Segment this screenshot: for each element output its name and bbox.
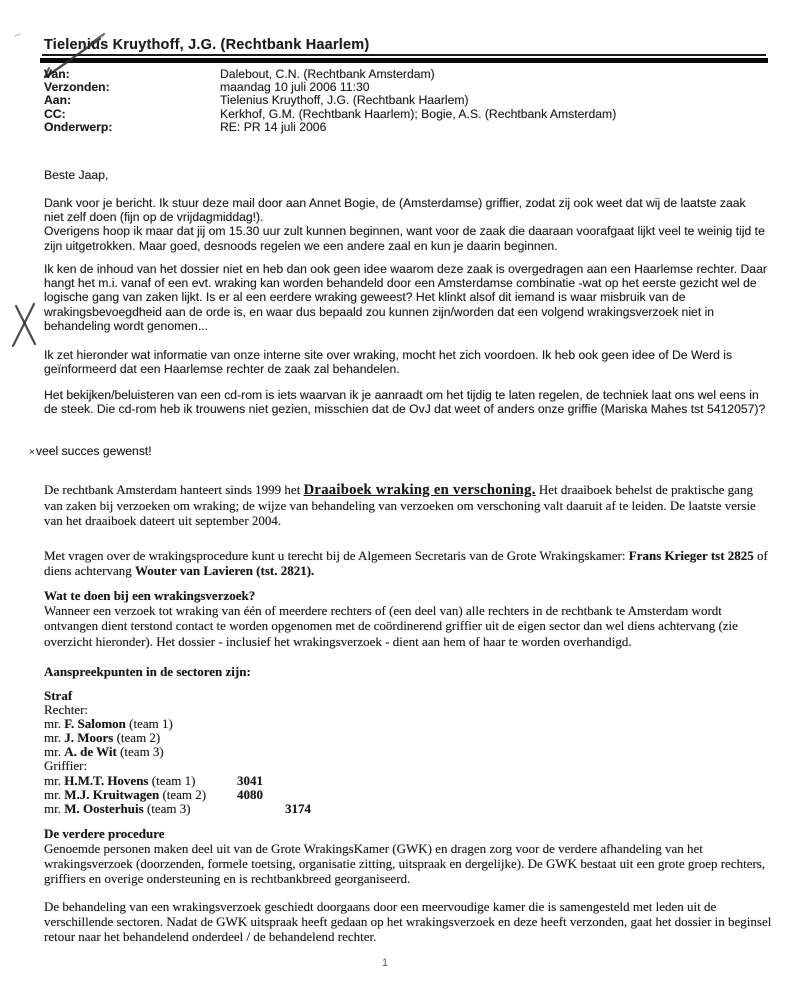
- header-field-row: [44, 94, 766, 107]
- header-field-row: [44, 121, 766, 134]
- griffiers-list: [44, 774, 772, 816]
- person-name: mr. J. Moors (team 2): [44, 730, 161, 746]
- info-text: of diens achtervang: [44, 548, 768, 579]
- sector-heading: Straf: [44, 688, 73, 703]
- person-name: mr. H.M.T. Hovens (team 1): [44, 772, 196, 788]
- griffier-row: [44, 774, 772, 788]
- section-heading: De verdere procedure: [44, 826, 165, 841]
- header-field-row: [44, 68, 766, 81]
- header-field-label: Verzonden:: [44, 80, 110, 95]
- section-body: Genoemde personen maken deel uit van de Grote WrakingsKamer (GWK) en dragen zorg voor de verdere afhandeling van het wrakingsverzoek (doorzenden, formele toetsing, organisatie zitting, uitspraak en dergelijke). De GWK bestaat uit een grote groep rechters, griffiers en overige ondersteuning en is rechtbankbreed georganiseerd.: [44, 841, 766, 886]
- email-text-block: Ik ken de inhoud van het dossier niet en heb dan ook geen idee waarom deze zaak is overgedragen aan een Haarlemse rechter. Daar hangt het m.i. vanaf of een evt. wraking kan worden behandeld door een Amsterdamse combinatie -wat op het eerste gezicht wel de logische gang van zaken lijkt. Is er al een eerdere wraking geweest? Het klinkt alsof dit iemand is waar misbruik van de wrakingsbevoegdheid aan de orde is, en waar dus bepaald zou kunnen zijn/worden dat een volgend wrakingsverzoek niet in behandeling wordt genomen...: [44, 262, 767, 333]
- info-text: Met vragen over de wrakingsprocedure kunt u terecht bij de Algemeen Secretaris van de Grote Wrakingskamer:: [44, 548, 629, 563]
- rechter-row: [44, 731, 772, 745]
- info-paragraph-draaiboek: [44, 482, 772, 529]
- email-text-block: Dank voor je bericht. Ik stuur deze mail door aan Annet Bogie, de (Amsterdamse) griffier, zodat zij ook weet dat wij de laatste zaak niet zelf doen (fijn op de vrijdagmiddag!).: [44, 196, 746, 225]
- email-greeting: Beste Jaap,: [44, 168, 109, 182]
- draaiboek-link[interactable]: Draaiboek wraking en verschoning.: [303, 482, 536, 498]
- document-title: Tielenius Kruythoff, J.G. (Rechtbank Haarlem): [44, 37, 370, 53]
- email-paragraph: [44, 262, 768, 333]
- header-field-label: CC:: [44, 106, 66, 121]
- email-paragraph: [44, 388, 768, 416]
- scan-smudge: [14, 33, 21, 37]
- page-number: 1: [382, 957, 389, 969]
- email-header-fields: [44, 68, 766, 134]
- info-paragraph-contacts: [44, 548, 772, 578]
- email-paragraph: [44, 196, 768, 253]
- pen-tick-mark: ×: [28, 446, 36, 459]
- griffier-row: [44, 802, 772, 816]
- phone-extension: 3174: [285, 800, 311, 816]
- griffier-row: [44, 788, 772, 802]
- rechters-list: [44, 717, 772, 759]
- person-name-bold: H.M.T. Hovens: [64, 772, 149, 788]
- phone-extension: 4080: [237, 786, 263, 802]
- person-name: mr. A. de Wit (team 3): [44, 744, 164, 760]
- header-field-value: Dalebout, C.N. (Rechtbank Amsterdam): [220, 67, 435, 81]
- header-field-value: Kerkhof, G.M. (Rechtbank Haarlem); Bogie, A.S. (Rechtbank Amsterdam): [220, 106, 617, 121]
- title-underline: [42, 54, 766, 56]
- email-paragraph: [44, 348, 768, 376]
- header-field-label: Onderwerp:: [44, 119, 113, 134]
- section-heading: Wat te doen bij een wrakingsverzoek?: [44, 588, 256, 603]
- wat-te-doen-section: [44, 588, 772, 649]
- handwritten-x-mark: [8, 300, 44, 350]
- info-text: De rechtbank Amsterdam hanteert sinds 1999 het: [44, 482, 304, 497]
- phone-extension: 3041: [237, 772, 263, 788]
- section-body: Wanneer een verzoek tot wraking van één of meerdere rechters of (een deel van) alle rechters in de rechtbank te Amsterdam wordt ontvangen dient terstond contact te worden opgenomen met de coördinerend griffier uit de eigen sector dan wel diens achtervang (zie overzicht hieronder). Het dossier - inclusief het wrakingsverzoek - dient aan hem of haar te worden overhandigd.: [44, 603, 738, 649]
- person-name: mr. M.J. Kruitwagen (team 2): [44, 786, 207, 802]
- header-field-row: [44, 108, 766, 121]
- header-field-value: Tielenius Kruythoff, J.G. (Rechtbank Haarlem): [220, 93, 469, 108]
- contact-name: Frans Krieger tst 2825: [628, 548, 754, 563]
- title-rule: [40, 58, 768, 63]
- email-closing-text: veel succes gewenst!: [35, 444, 152, 458]
- header-field-value: RE: PR 14 juli 2006: [220, 119, 327, 134]
- person-name-bold: M.J. Kruitwagen: [64, 786, 160, 802]
- role-label: Rechter:: [44, 702, 89, 718]
- aanspreekpunten-heading: Aanspreekpunten in de sectoren zijn:: [44, 664, 251, 679]
- rechter-row: [44, 745, 772, 759]
- procedure-section: [44, 826, 772, 886]
- header-field-label: Aan:: [44, 93, 72, 108]
- header-field-label: Van:: [44, 67, 70, 81]
- person-name-bold: M. Oosterhuis: [64, 800, 144, 816]
- rechter-row: [44, 717, 772, 731]
- header-field-value: maandag 10 juli 2006 11:30: [220, 80, 370, 95]
- person-name: mr. F. Salomon (team 1): [44, 716, 173, 732]
- person-name: mr. M. Oosterhuis (team 3): [44, 800, 191, 816]
- straf-section: [44, 689, 772, 816]
- email-closing: [29, 444, 152, 458]
- contact-name: Wouter van Lavieren (tst. 2821).: [134, 563, 315, 579]
- person-name-bold: F. Salomon: [64, 716, 126, 732]
- email-text-block: Ik zet hieronder wat informatie van onze interne site over wraking, mocht het zich voordoen. Ik heb ook geen idee of De Werd is geïnformeerd dat een Haarlemse rechter de zaak zal behandelen.: [44, 348, 733, 377]
- email-text-block: Het bekijken/beluisteren van een cd-rom is iets waarvan ik je aanraadt om het tijdig te laten regelen, de techniek laat ons wel eens in de steek. Die cd-rom heb ik trouwens niet gezien, misschien dat de OvJ dat weet of anders onze griffie (Mariska Mahes tst 5412057)?: [44, 388, 766, 417]
- info-text: Het draaiboek behelst de praktische gang van zaken bij verzoeken om wraking; de wijze van behandeling van verzoeken om verschoning valt daaruit af te leiden. De laatste versie van het draaiboek dateert uit september 2004.: [44, 482, 756, 529]
- person-name-bold: A. de Wit: [64, 744, 117, 760]
- procedure-paragraph-2: De behandeling van een wrakingsverzoek geschiedt doorgaans door een meervoudige kamer die is samengesteld met leden uit de verschillende sectoren. Nadat de GWK uitspraak heeft gedaan op het wrakingsverzoek en deze heeft verzonden, gaat het dossier in beginsel retour naar het behandelend onderdeel / de behandelend rechter.: [44, 899, 772, 944]
- role-label: Griffier:: [44, 758, 88, 774]
- person-name-bold: J. Moors: [64, 730, 114, 746]
- email-text-block: Overigens hoop ik maar dat jij om 15.30 uur zult kunnen beginnen, want voor de zaak die daaraan voorafgaat lijkt veel te weinig tijd te zijn uitgetrokken. Maar goed, desnoods regelen we een andere zaal en kun je daarin beginnen.: [44, 224, 765, 253]
